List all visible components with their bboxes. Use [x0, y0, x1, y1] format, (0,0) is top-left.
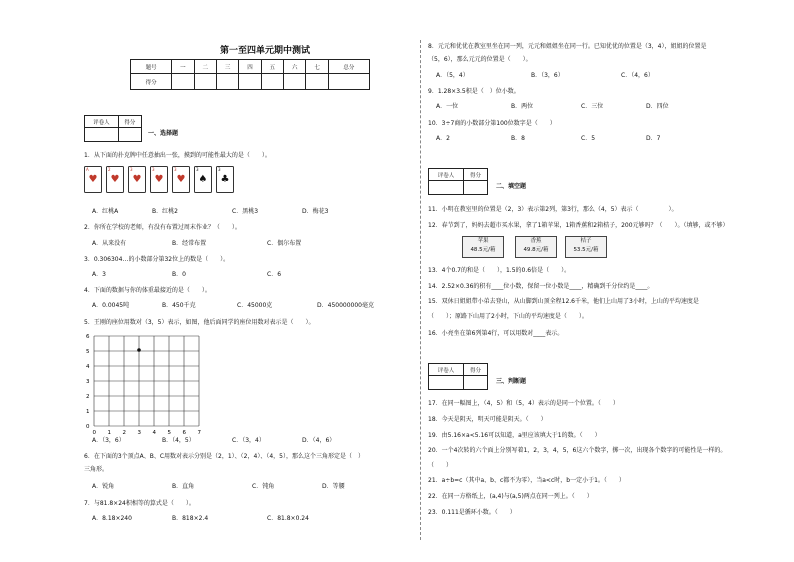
grader-score-label: 得分 — [118, 116, 141, 128]
option[interactable]: B．818×2.4 — [172, 515, 209, 522]
score-table-header-row — [131, 60, 370, 74]
question-12: 12．春节到了，妈妈去超市买水果，拿了1箱苹果，1箱香蕉和2箱桔子，200元够吗？（ ）。（填够，或不够） — [428, 222, 729, 229]
grid-x-label: 1 — [107, 430, 111, 436]
question-14: 14．2.52×0.36的积有____位小数，保留一位小数是____，精确到千分位约是____。 — [428, 283, 654, 290]
price-box-name: 苹果 — [477, 238, 489, 244]
question-13: 13．4个0.7的和是（ ），1.5的0.6倍是（ ）。 — [428, 267, 571, 274]
price-box-name: 香蕉 — [530, 238, 542, 244]
grid-y-label: 3 — [86, 379, 90, 385]
grid-y-label: 4 — [86, 364, 90, 370]
score-row-label: 得分 — [131, 74, 172, 90]
question-4: 4．下面的数据与你的体重最接近的是（ ）。 — [84, 287, 211, 294]
option[interactable]: A．0.0045吨 — [92, 302, 130, 309]
spade-icon: ♠ — [198, 174, 208, 185]
option[interactable]: C．（4，6） — [621, 72, 654, 79]
grid-x-label: 5 — [167, 430, 171, 436]
score-input-cell[interactable] — [216, 74, 238, 90]
grid-x-label: 7 — [197, 430, 201, 436]
score-header-cell: 总分 — [328, 60, 369, 74]
grid-y-label: 0 — [86, 424, 90, 430]
price-box-apple — [462, 236, 504, 258]
option[interactable]: B．经常布置 — [172, 240, 207, 247]
question-8-continued: （5，6），那么元元的位置是（ ）。 — [428, 56, 532, 63]
question-9: 9．1.28×3.5积是（ ）位小数。 — [428, 88, 520, 95]
grid-y-axis-labels — [86, 334, 90, 430]
option[interactable]: C．钝角 — [252, 483, 275, 490]
option[interactable]: D．四位 — [646, 103, 669, 110]
question-3: 3．0.306304…的小数部分第32位上的数是（ ）。 — [84, 256, 230, 263]
seat-marker-dot — [137, 348, 141, 352]
question-20: 20．一个4次转的六个面上分别写着1，2，3，4，5，6这六个数字，掷一次，出现各个数字的可能性是一样的。 — [428, 447, 727, 454]
option[interactable]: A．一位 — [436, 103, 459, 110]
grid-x-label: 6 — [182, 430, 186, 436]
score-input-cell[interactable] — [306, 74, 328, 90]
option[interactable]: A．（5，4） — [436, 72, 469, 79]
price-box-price: 53.5元/箱 — [573, 247, 599, 253]
grid-x-label: 3 — [137, 430, 141, 436]
option[interactable]: B．（4，5） — [162, 437, 195, 444]
question-10: 10．3÷7商的小数部分第100位数字是（ ） — [428, 120, 556, 127]
grader-label: 评卷人 — [429, 364, 464, 376]
score-table-score-row — [131, 74, 370, 90]
grader-cell[interactable] — [429, 181, 464, 195]
section-title: 三、判断题 — [496, 378, 527, 385]
grader-box — [84, 115, 142, 142]
grader-label: 评卷人 — [85, 116, 119, 128]
question-2: 2．你所在学校的老师，有没有布置过周末作业？（ ）。 — [84, 224, 241, 231]
option[interactable]: C．6 — [267, 271, 282, 278]
option[interactable]: A．从来没有 — [92, 240, 127, 247]
option[interactable]: A．8.18×240 — [92, 515, 132, 522]
heart-icon: ♥ — [154, 174, 164, 185]
question-15: 15．双休日姐姐带小弟去登山，从山脚到山顶全程12.6千米，他们上山用了3小时，上山的平均速度是 — [428, 298, 699, 305]
score-header-cell: 五 — [261, 60, 283, 74]
playing-card — [172, 166, 190, 193]
score-input-cell[interactable] — [261, 74, 283, 90]
grader-cell[interactable] — [118, 128, 141, 142]
option[interactable]: D．梅花3 — [302, 208, 329, 215]
option[interactable]: D．等腰 — [322, 483, 345, 490]
playing-card — [106, 166, 124, 193]
score-header-cell: 六 — [284, 60, 306, 74]
option[interactable]: B．450千克 — [162, 302, 196, 309]
card-corner-rank: 3 — [130, 167, 133, 172]
option[interactable]: B．（3，6） — [531, 72, 564, 79]
question-19: 19．由5.16×a<5.16可以知道，a里应该填大于1的数。（ ） — [428, 432, 601, 439]
grader-cell[interactable] — [429, 376, 464, 390]
grader-score-label: 得分 — [463, 169, 487, 181]
card-corner-rank: A — [86, 167, 89, 172]
playing-card — [128, 166, 146, 193]
grid-x-label: 0 — [92, 430, 96, 436]
option[interactable]: B．8 — [511, 135, 525, 142]
price-box-price: 48.5元/箱 — [470, 247, 496, 253]
option[interactable]: B．两位 — [511, 103, 534, 110]
grid-y-label: 2 — [86, 394, 90, 400]
grader-label: 评卷人 — [429, 169, 464, 181]
score-table — [130, 59, 370, 90]
card-corner-rank: 2 — [108, 167, 111, 172]
score-header-cell: 一 — [172, 60, 194, 74]
question-16: 16．小亮坐在第6列第4行，可以用数对____表示。 — [428, 330, 564, 337]
grid-y-label: 6 — [86, 334, 90, 340]
question-22: 22．在同一方格纸上，(a,4)与(a,5)两点在同一列上。（ ） — [428, 493, 593, 500]
option[interactable]: A．（3，6） — [92, 437, 125, 444]
card-corner-rank: 3 — [196, 167, 199, 172]
question-6-continued: 三角形。 — [84, 466, 109, 473]
question-6: 6．在下面的3个顶点A、B、C用数对表示分别是（2，1）、（2，4）、（4，5），那么这个三角形定是（ ） — [84, 453, 364, 460]
price-box-name: 桔子 — [580, 238, 592, 244]
question-23: 23．0.111是循环小数。（ ） — [428, 509, 516, 516]
option[interactable]: C．5 — [581, 135, 596, 142]
question-1: 1．从下面的扑克牌中任意抽出一张，摸到的可能性最大的是（ ）。 — [84, 152, 271, 159]
option[interactable]: C．黑桃3 — [232, 208, 259, 215]
question-17: 17．在同一幅图上，（4，5）和（5，4）表示的是同一个位置。（ ） — [428, 400, 619, 407]
column-divider — [420, 40, 421, 540]
option[interactable]: B．0 — [172, 271, 186, 278]
heart-icon: ♥ — [110, 174, 120, 185]
page-title: 第一至四单元期中测试 — [219, 46, 310, 56]
option[interactable]: D．450000000毫克 — [317, 302, 374, 309]
question-7: 7．与81.8×24积相等的算式是（ ）。 — [84, 500, 195, 507]
option[interactable]: A．锐角 — [92, 483, 115, 490]
heart-icon: ♥ — [132, 174, 142, 185]
score-input-cell[interactable] — [194, 74, 216, 90]
question-21: 21．a÷b=c（其中a、b、c都不为零），当a<c时，b一定小于1。（ ） — [428, 477, 625, 484]
grader-cell[interactable] — [463, 181, 487, 195]
score-header-cell: 四 — [239, 60, 261, 74]
score-header-cell: 题号 — [131, 60, 172, 74]
grid-y-label: 5 — [86, 349, 90, 355]
grid-x-label: 4 — [152, 430, 156, 436]
price-box-banana — [515, 236, 557, 258]
score-header-cell: 二 — [194, 60, 216, 74]
question-18: 18．今天是阴天，明天可能是阴天。（ ） — [428, 416, 547, 423]
coordinate-grid — [84, 330, 214, 436]
grader-cell[interactable] — [85, 128, 119, 142]
grader-box — [428, 363, 488, 390]
option[interactable]: C．三位 — [581, 103, 604, 110]
score-input-cell[interactable] — [172, 74, 194, 90]
question-20-continued: （ ） — [428, 462, 453, 469]
playing-card — [216, 166, 234, 193]
heart-icon: ♥ — [176, 174, 186, 185]
option[interactable]: C．45000克 — [237, 302, 273, 309]
grader-box — [428, 168, 488, 195]
playing-card — [150, 166, 168, 193]
playing-card — [84, 166, 102, 193]
score-input-cell[interactable] — [328, 74, 369, 90]
grid-x-label: 2 — [122, 430, 126, 436]
option[interactable]: A．3 — [92, 271, 106, 278]
section-title: 二、填空题 — [496, 183, 527, 190]
playing-card — [194, 166, 212, 193]
score-header-cell: 七 — [306, 60, 328, 74]
question-5: 5．王刚的座位用数对（3，5）表示，如图，他后面同学的座位用数对表示是（ ）。 — [84, 319, 315, 326]
grid-y-label: 1 — [86, 409, 90, 415]
question-11: 11．小明在教室里的位置是（2，3）表示第2列，第3行，那么（4，5）表示（ ）。 — [428, 206, 678, 213]
section-title: 一、选择题 — [148, 130, 179, 137]
option[interactable]: C．81.8×0.24 — [267, 515, 309, 522]
option[interactable]: C．偶尔布置 — [267, 240, 302, 247]
card-corner-rank: 3 — [174, 167, 177, 172]
option[interactable]: C．（3，4） — [232, 437, 265, 444]
option[interactable]: B．红桃2 — [152, 208, 178, 215]
question-15-continued: （ ）；原路下山用了2小时，下山的平均速度是（ ）。 — [428, 313, 588, 320]
option[interactable]: A．2 — [436, 135, 450, 142]
price-box-orange — [565, 236, 607, 258]
grader-score-label: 得分 — [463, 364, 487, 376]
question-8: 8．元元和优优在教室里坐在同一列，元元和姐姐坐在同一行。已知优优的位置是（3，4），姐姐的位置是 — [428, 43, 707, 50]
score-input-cell[interactable] — [284, 74, 306, 90]
score-input-cell[interactable] — [239, 74, 261, 90]
heart-icon: ♥ — [88, 174, 98, 185]
grid-x-axis-labels — [93, 430, 202, 436]
club-icon: ♣ — [220, 174, 230, 185]
option[interactable]: B．直角 — [172, 483, 195, 490]
option[interactable]: D．（4，6） — [302, 437, 336, 444]
option[interactable]: A．红桃A — [92, 208, 119, 215]
card-corner-rank: 3 — [152, 167, 155, 172]
price-box-price: 49.8元/箱 — [523, 247, 549, 253]
option[interactable]: D．7 — [646, 135, 661, 142]
card-corner-rank: 3 — [218, 167, 221, 172]
grader-cell[interactable] — [463, 376, 487, 390]
grid-lines — [94, 336, 199, 426]
score-header-cell: 三 — [216, 60, 238, 74]
